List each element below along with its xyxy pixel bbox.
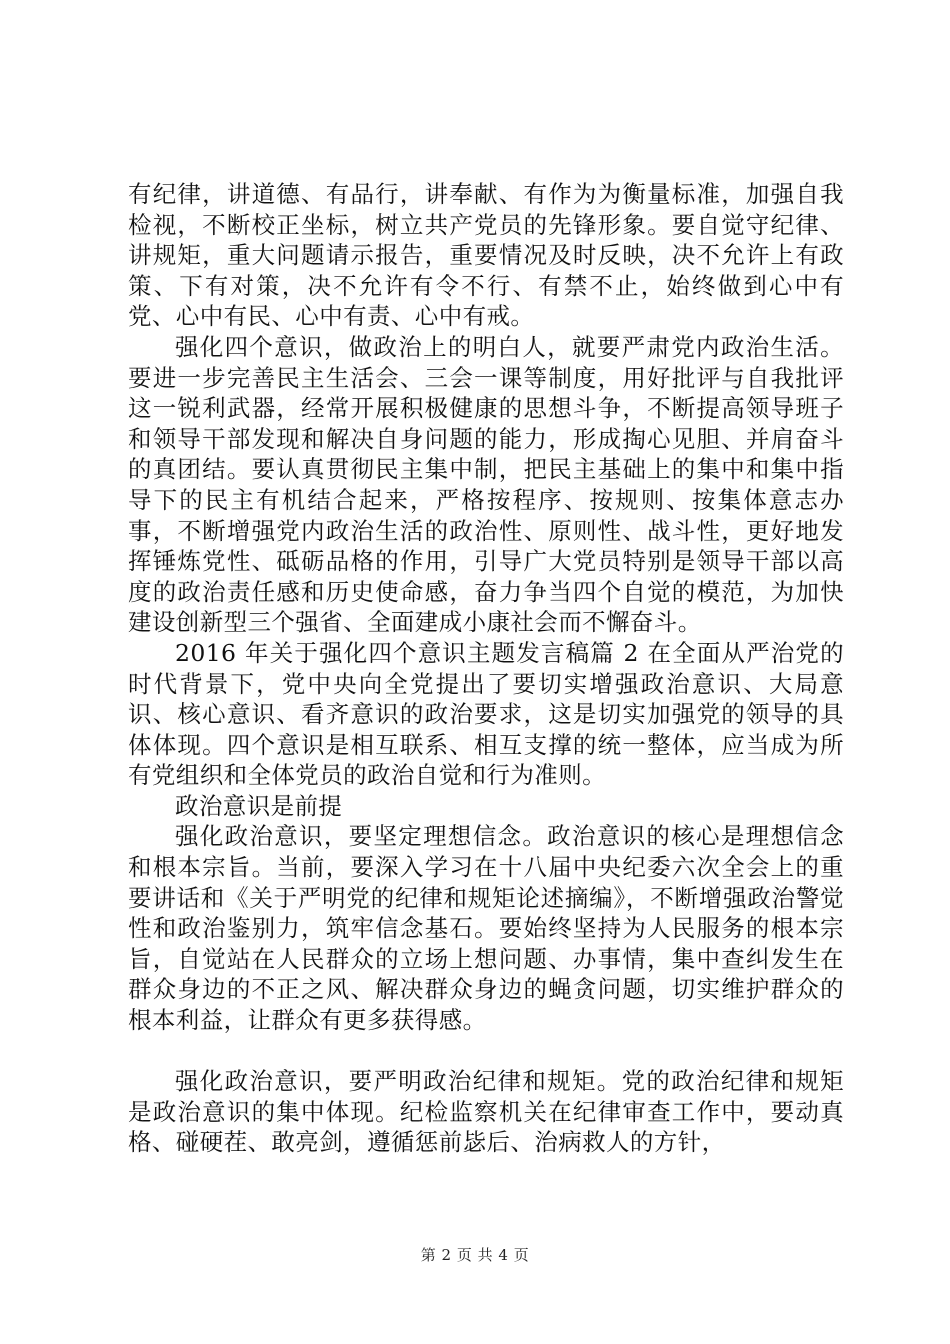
paragraph-3: 2016 年关于强化四个意识主题发言稿篇 2 在全面从严治党的时代背景下，党中央向全党提出了要切实增强政治意识、大局意识、核心意识、看齐意识的政治要求，这是切实加强党的领导的具体体现。四个意识是相互联系、相互支撑的统一整体，应当成为所有党组织和全体党员的政治自觉和行为准则。 [128,638,844,790]
paragraph-1: 有纪律，讲道德、有品行，讲奉献、有作为为衡量标准，加强自我检视，不断校正坐标，树立共产党员的先锋形象。要自觉守纪律、讲规矩，重大问题请示报告，重要情况及时反映，决不允许上有政策、下有对策，决不允许有令不行、有禁不止，始终做到心中有党、心中有民、心中有责、心中有戒。 [128,180,844,331]
paragraph-5: 强化政治意识，要坚定理想信念。政治意识的核心是理想信念和根本宗旨。当前，要深入学习在十八届中央纪委六次全会上的重要讲话和《关于严明党的纪律和规矩论述摘编》，不断增强政治警觉性和政治鉴别力，筑牢信念基石。要始终坚持为人民服务的根本宗旨，自觉站在人民群众的立场上想问题、办事情，集中查纠发生在群众身边的不正之风、解决群众身边的蝇贪问题，切实维护群众的根本利益，让群众有更多获得感。 [128,822,844,1035]
document-body [128,179,844,1158]
section-heading: 政治意识是前提 [175,791,343,820]
paragraph-6: 强化政治意识，要严明政治纪律和规矩。党的政治纪律和规矩是政治意识的集中体现。纪检监察机关在纪律审查工作中，要动真格、碰硬茬、敢亮剑，遵循惩前毖后、治病救人的方针， [128,1067,844,1157]
paragraph-2: 强化四个意识，做政治上的明白人，就要严肃党内政治生活。要进一步完善民主生活会、三会一课等制度，用好批评与自我批评这一锐利武器，经常开展积极健康的思想斗争，不断提高领导班子和领导干部发现和解决自身问题的能力，形成掏心见胆、并肩奋斗的真团结。要认真贯彻民主集中制，把民主基础上的集中和集中指导下的民主有机结合起来，严格按程序、按规则、按集体意志办事，不断增强党内政治生活的政治性、原则性、战斗性，更好地发挥锤炼党性、砥砺品格的作用，引导广大党员特别是领导干部以高度的政治责任感和历史使命感，奋力争当四个自觉的模范，为加快建设创新型三个强省、全面建成小康社会而不懈奋斗。 [128,332,844,637]
page-footer: 第 2 页 共 4 页 [420,1246,530,1264]
